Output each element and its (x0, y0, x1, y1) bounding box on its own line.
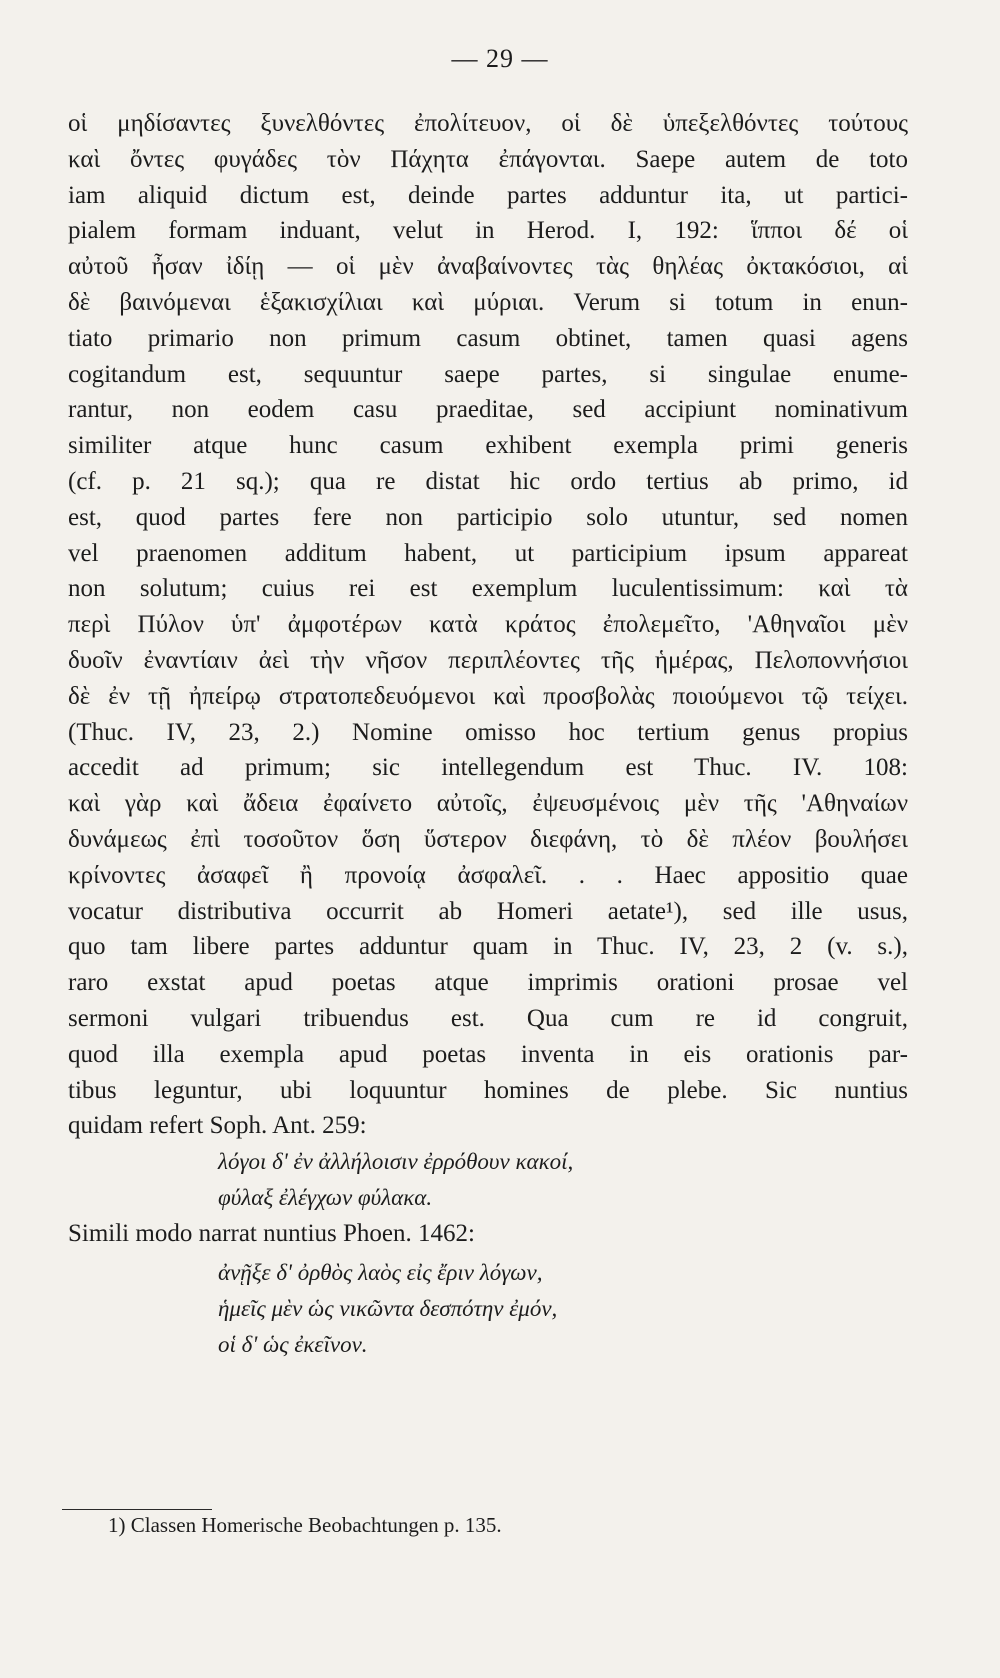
body-line: tibus leguntur, ubi loquuntur homines de plebe. Sic nuntius (68, 1076, 908, 1104)
body-line: κρίνοντες ἀσαφεῖ ἢ προνοίᾳ ἀσφαλεῖ. . . Haec appositio quae (68, 861, 908, 889)
verse-line: ἀνῇξε δ' ὀρθὸς λαὸς εἰς ἔριν λόγων, (218, 1260, 543, 1285)
body-line: quod illa exempla apud poetas inventa in eis orationis par- (68, 1040, 908, 1068)
footnote-text: Classen Homerische Beobachtungen p. 135. (130, 1513, 502, 1537)
body-line: sermoni vulgari tribuendus est. Qua cum re id congruit, (68, 1004, 908, 1032)
body-line: similiter atque hunc casum exhibent exempla primi generis (68, 432, 908, 460)
body-line: accedit ad primum; sic intellegendum est Thuc. IV. 108: (68, 754, 908, 782)
body-line: non solutum; cuius rei est exemplum luculentissimum: καὶ τὰ (68, 575, 908, 603)
verse-quote-phoen (218, 1255, 918, 1363)
body-line: Simili modo narrat nuntius Phoen. 1462: (68, 1220, 475, 1247)
page-number: — 29 — (451, 44, 549, 73)
body-line: καὶ ὄντες φυγάδες τὸν Πάχητα ἐπάγονται. Saepe autem de toto (68, 145, 908, 173)
body-line: raro exstat apud poetas atque imprimis orationi prosae vel (68, 969, 908, 997)
body-line: αὐτοῦ ἦσαν ἰδίῃ — οἱ μὲν ἀναβαίνοντες τὰς θηλέας ὀκτακόσιοι, αἱ (68, 253, 908, 281)
body-text (68, 106, 908, 1144)
verse-line: οἱ δ' ὡς ἐκεῖνον. (218, 1332, 368, 1357)
body-line: περὶ Πύλον ὑπ' ἀμφοτέρων κατὰ κράτος ἐπολεμεῖτο, 'Αθηναῖοι μὲν (68, 611, 908, 639)
footnote (108, 1510, 908, 1540)
verse-line: φύλαξ ἐλέγχων φύλακα. (218, 1185, 433, 1210)
verse-line: λόγοι δ' ἐν ἀλλήλοισιν ἐρρόθουν κακοί, (218, 1149, 574, 1174)
body-line: cogitandum est, sequuntur saepe partes, si singulae enume- (68, 360, 908, 388)
body-line: iam aliquid dictum est, deinde partes adduntur ita, ut partici- (68, 181, 908, 209)
body-line: δὲ ἐν τῇ ἠπείρῳ στρατοπεδευόμενοι καὶ προσβολὰς ποιούμενοι τῷ τείχει. (68, 682, 908, 710)
body-line: tiato primario non primum casum obtinet, tamen quasi agens (68, 324, 908, 352)
body-line: pialem formam induant, velut in Herod. I, 192: ἵπποι δέ οἱ (68, 217, 908, 245)
body-line: οἱ μηδίσαντες ξυνελθόντες ἐπολίτευον, οἱ δὲ ὑπεξελθόντες τούτους (68, 110, 908, 137)
body-line: (Thuc. IV, 23, 2.) Nomine omisso hoc tertium genus propius (68, 718, 908, 746)
verse-line: ἡμεῖς μὲν ὡς νικῶντα δεσπότην ἐμόν, (218, 1296, 558, 1321)
body-line: καὶ γὰρ καὶ ἄδεια ἐφαίνετο αὐτοῖς, ἐψευσμένοις μὲν τῆς 'Αθηναίων (68, 790, 908, 818)
body-line: rantur, non eodem casu praeditae, sed accipiunt nominativum (68, 396, 908, 424)
body-line: vocatur distributiva occurrit ab Homeri aetate¹), sed ille usus, (68, 897, 908, 925)
body-line: quo tam libere partes adduntur quam in Thuc. IV, 23, 2 (v. s.), (68, 933, 908, 961)
body-line: est, quod partes fere non participio solo utuntur, sed nomen (68, 503, 908, 531)
body-line: quidam refert Soph. Ant. 259: (68, 1112, 367, 1140)
body-line: vel praenomen additum habent, ut participium ipsum appareat (68, 539, 908, 567)
body-line: δυοῖν ἐναντίαιν ἀεὶ τὴν νῆσον περιπλέοντες τῆς ἡμέρας, Πελοποννήσιοι (68, 646, 908, 674)
body-line: δυνάμεως ἐπὶ τοσοῦτον ὅση ὕστερον διεφάνη, τὸ δὲ πλέον βουλήσει (68, 825, 908, 853)
body-line: (cf. p. 21 sq.); qua re distat hic ordo tertius ab primo, id (68, 467, 908, 495)
transition-paragraph (68, 1216, 908, 1252)
verse-quote-ant (218, 1144, 918, 1216)
body-line: δὲ βαινόμεναι ἑξακισχίλιαι καὶ μύριαι. Verum si totum in enun- (68, 288, 908, 316)
footnote-marker: 1) (108, 1513, 126, 1537)
